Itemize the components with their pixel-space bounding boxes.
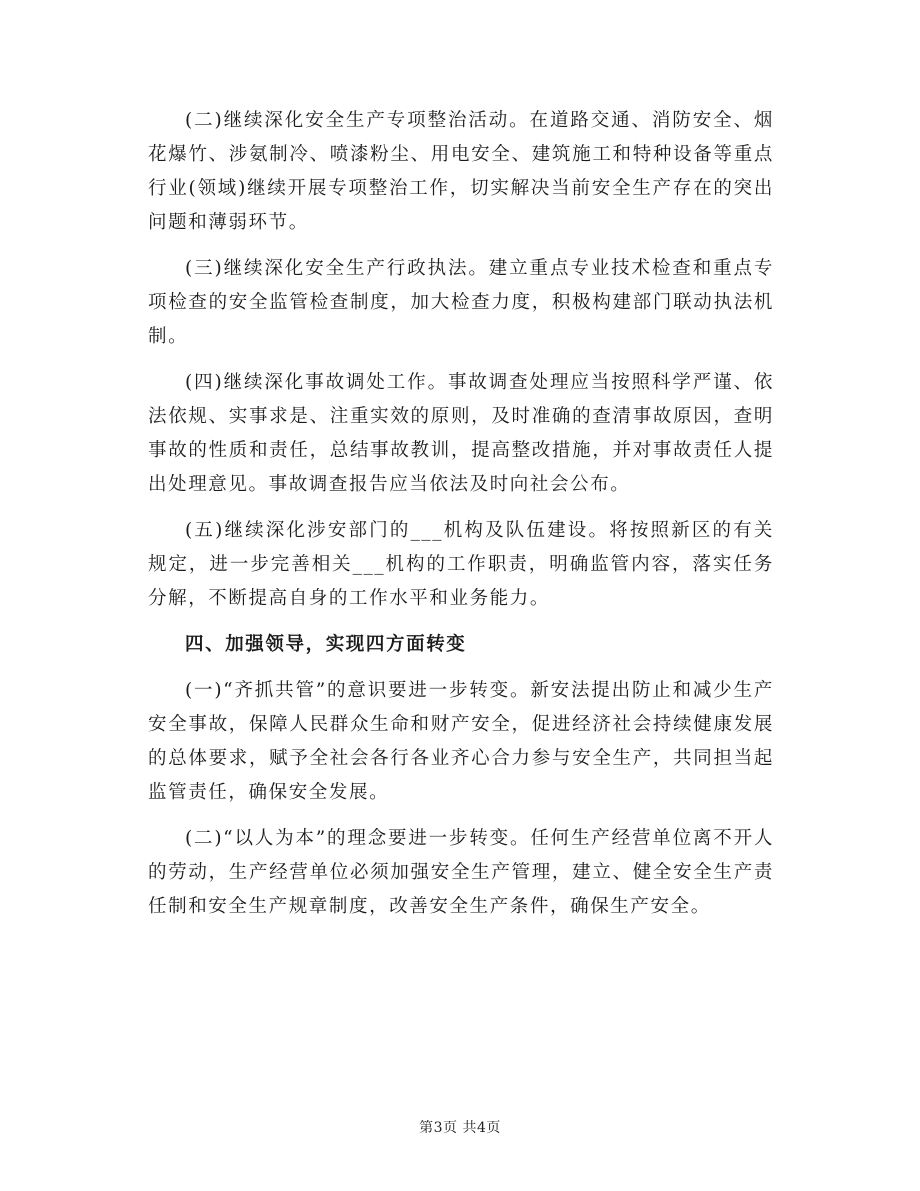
paragraph-2-rectification: (二)继续深化安全生产专项整治活动。在道路交通、消防安全、烟花爆竹、涉氨制冷、喷漆粉尘、用电安全、建筑施工和特种设备等重点行业(领域)继续开展专项整治工作，切实解决当前安全生产存在的突出问题和薄弱环节。: [148, 110, 774, 233]
paragraph-people-oriented: (二)“以人为本”的理念要进一步转变。任何生产经营单位离不开人的劳动，生产经营单位必须加强安全生产管理，建立、健全安全生产责任制和安全生产规章制度，改善安全生产条件，确保生产安全。: [148, 828, 774, 917]
page-number-footer: 第3页 共4页: [419, 1120, 501, 1136]
paragraph-4-accident-handling: (四)继续深化事故调处工作。事故调查处理应当按照科学严谨、依法依规、实事求是、注重实效的原则，及时准确的查清事故原因，查明事故的性质和责任，总结事故教训，提高整改措施，并对事故责任人提出处理意见。事故调查报告应当依法及时向社会公布。: [148, 372, 774, 495]
paragraph-3-enforcement: (三)继续深化安全生产行政执法。建立重点专业技术检查和重点专项检查的安全监管检查制度，加大检查力度，积极构建部门联动执法机制。: [148, 258, 774, 347]
paragraph-joint-management: (一)“齐抓共管”的意识要进一步转变。新安法提出防止和减少生产安全事故，保障人民群众生命和财产安全，促进经济社会持续健康发展的总体要求，赋予全社会各行各业齐心合力参与安全生产，共同担当起监管责任，确保安全发展。: [148, 680, 774, 803]
paragraph-5-agency-building: (五)继续深化涉安部门的___机构及队伍建设。将按照新区的有关规定，进一步完善相关___机构的工作职责，明确监管内容，落实任务分解，不断提高自身的工作水平和业务能力。: [148, 520, 774, 609]
document-body: [148, 104, 774, 936]
section-heading-4: 四、加强领导，实现四方面转变: [185, 634, 467, 655]
